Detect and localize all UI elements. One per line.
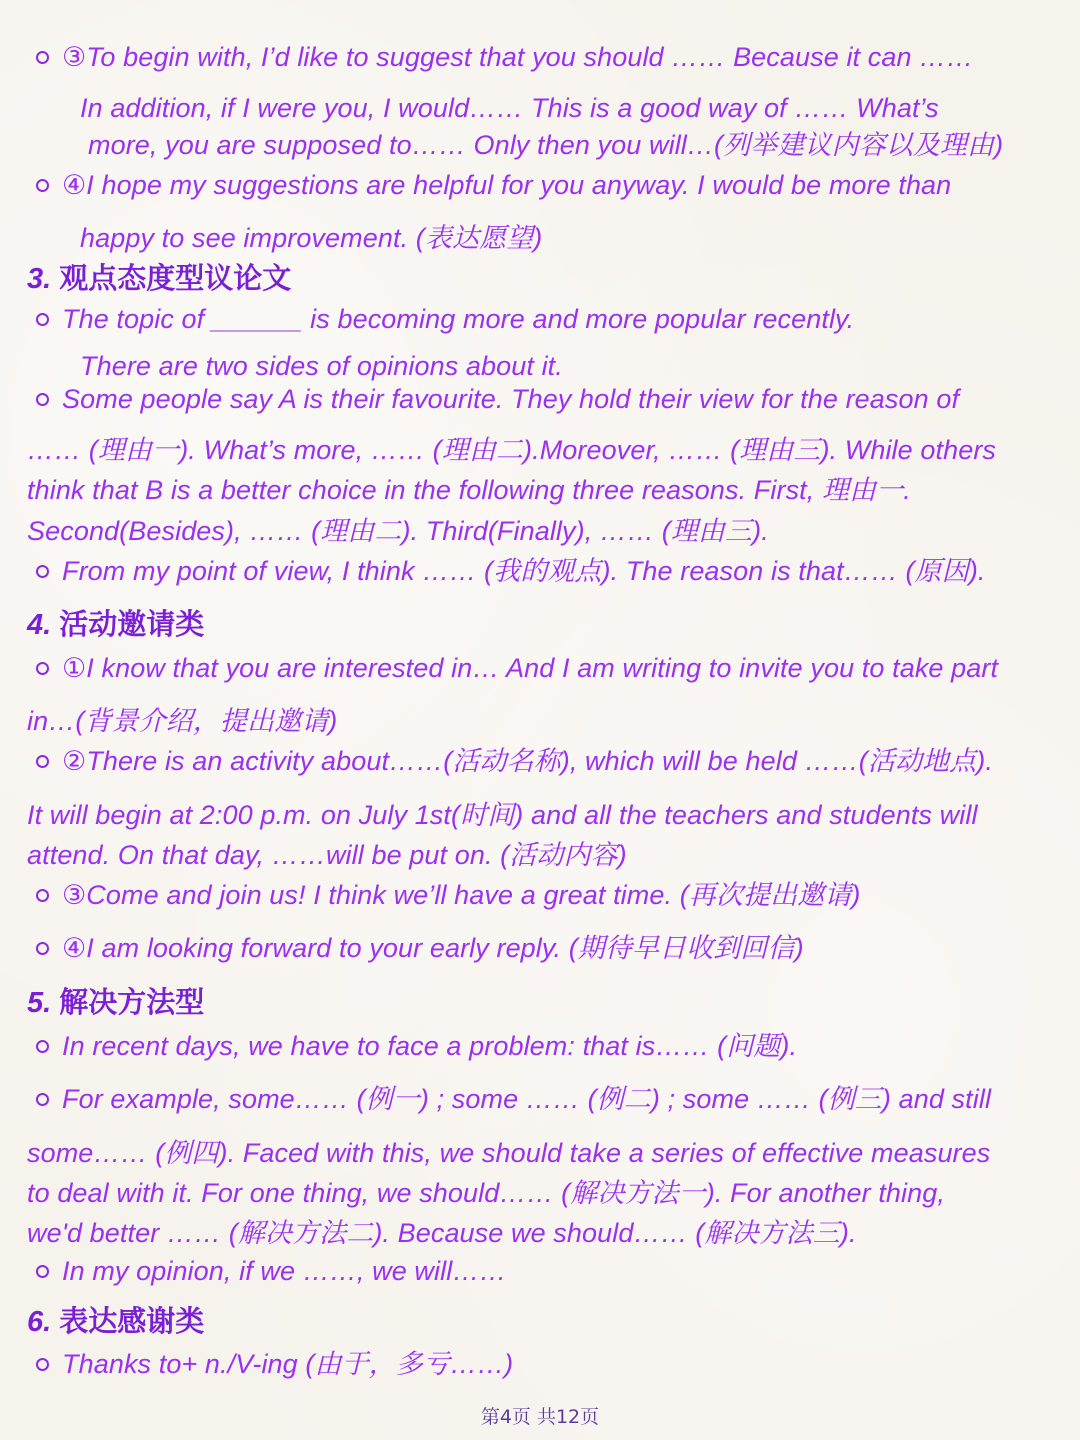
text-line: It will begin at 2:00 p.m. on July 1st(时间) and all the teachers and students will [27, 800, 978, 830]
text-line: In my opinion, if we ……, we will…… [62, 1256, 507, 1286]
bullet-icon [36, 1040, 49, 1053]
heading-text: 解决方法型 [59, 987, 205, 1019]
text-line: ②There is an activity about……(活动名称), which will be held ……(活动地点). [62, 746, 993, 776]
heading-number: 5. [27, 987, 52, 1019]
text-line: There are two sides of opinions about it. [80, 351, 563, 381]
text-line: …… (理由一). What’s more, …… (理由二).Moreover, …… (理由三). While others [27, 435, 997, 465]
section-heading-5 [27, 985, 204, 1021]
bullet-icon [36, 1358, 49, 1371]
text-line: From my point of view, I think …… (我的观点). The reason is that…… (原因). [62, 556, 986, 586]
text-line: ③Come and join us! I think we’ll have a great time. (再次提出邀请) [62, 880, 861, 910]
text-line: Second(Besides), …… (理由二). Third(Finally), …… (理由三). [27, 516, 769, 546]
section-heading-6 [27, 1304, 204, 1340]
page-number: 第4页 共12页 [480, 1406, 600, 1428]
text-line: ④I hope my suggestions are helpful for you anyway. I would be more than [62, 170, 952, 200]
text-line: think that B is a better choice in the following three reasons. First, 理由一. [27, 475, 911, 505]
bullet-icon [36, 942, 49, 955]
bullet-icon [36, 889, 49, 902]
heading-text: 表达感谢类 [59, 1306, 205, 1338]
bullet-icon [36, 662, 49, 675]
heading-number: 6. [27, 1306, 52, 1338]
text-line: Thanks to+ n./V-ing (由于，多亏……) [62, 1349, 514, 1379]
heading-text: 观点态度型议论文 [59, 263, 292, 295]
text-line: more, you are supposed to…… Only then you will…(列举建议内容以及理由) [88, 130, 1004, 160]
text-line: For example, some…… (例一) ; some …… (例二) ; some …… (例三) and still [62, 1084, 992, 1114]
bullet-icon [36, 565, 49, 578]
text-line: happy to see improvement. (表达愿望) [80, 223, 543, 253]
text-line: The topic of ______ is becoming more and more popular recently. [62, 304, 855, 334]
text-line: ④I am looking forward to your early reply. (期待早日收到回信) [62, 933, 804, 963]
text-line: Some people say A is their favourite. They hold their view for the reason of [62, 384, 960, 414]
section-heading-4 [27, 607, 204, 643]
text-line: ③To begin with, I’d like to suggest that you should …… Because it can …… [62, 42, 974, 72]
heading-text: 活动邀请类 [59, 609, 205, 641]
text-line: to deal with it. For one thing, we should…… (解决方法一). For another thing, [27, 1178, 945, 1208]
text-line: In addition, if I were you, I would…… This is a good way of …… What’s [80, 93, 939, 123]
text-line: some…… (例四). Faced with this, we should take a series of effective measures [27, 1138, 991, 1168]
text-line: attend. On that day, ……will be put on. (活动内容) [27, 840, 627, 870]
text-line: ①I know that you are interested in… And I am writing to invite you to take part [62, 653, 999, 683]
section-heading-3 [27, 261, 291, 297]
heading-number: 3. [27, 263, 52, 295]
text-line: in…(背景介绍，提出邀请) [27, 706, 338, 736]
text-line: In recent days, we have to face a problem: that is…… (问题). [62, 1031, 798, 1061]
heading-number: 4. [27, 609, 52, 641]
bullet-icon [36, 755, 49, 768]
bullet-icon [36, 179, 49, 192]
bullet-icon [36, 51, 49, 64]
text-line: we'd better …… (解决方法二). Because we should…… (解决方法三). [27, 1218, 857, 1248]
bullet-icon [36, 1265, 49, 1278]
bullet-icon [36, 1093, 49, 1106]
bullet-icon [36, 393, 49, 406]
bullet-icon [36, 313, 49, 326]
